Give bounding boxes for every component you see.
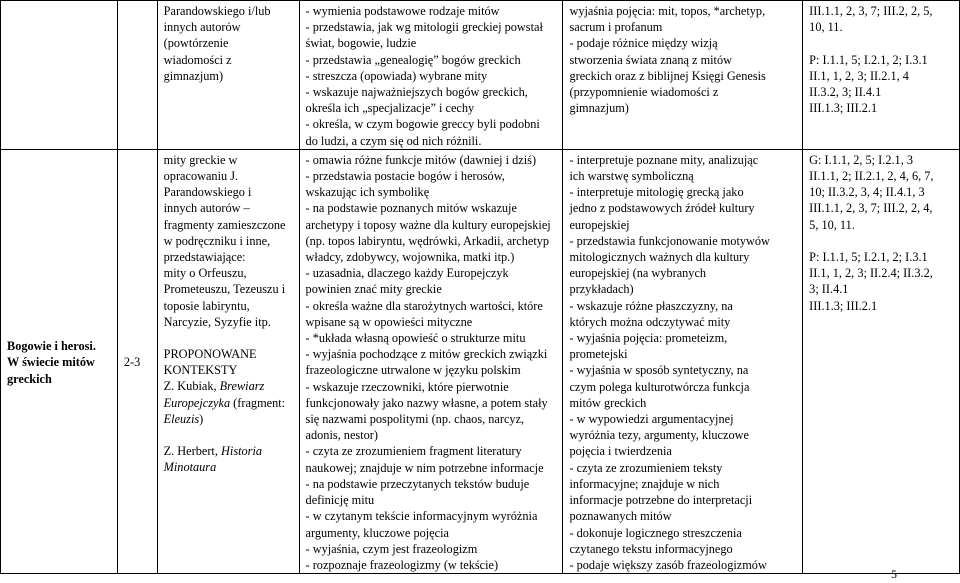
page-number: 5 (891, 567, 897, 581)
text-line: P: I.1.1, 5; I.2.1, 2; I.3.1 (809, 52, 928, 67)
text-line: frazeologiczne utrwalone w języku polskim (305, 363, 521, 378)
basic-requirements-list (306, 152, 557, 573)
text-line: informacje potrzebne do interpretacji (569, 493, 753, 508)
text-line: - rozpoznaje frazeologizmy (w tekście) (305, 557, 499, 572)
text-line: greckich (7, 371, 52, 386)
text-line: III.1.1, 2, 3, 7; III.2, 2, 5, (809, 4, 933, 18)
text-line: mity greckie w (163, 152, 238, 167)
text-line: - wyjaśnia, czym jest frazeologizm (305, 541, 478, 556)
text-line: czytanego tekstu informacyjnego (569, 541, 733, 556)
text-line: stworzenia świata znaną z mitów (569, 52, 733, 67)
text-line: mitologicznych ważnych dla kultury (569, 250, 750, 265)
text-line: pojęcia i twierdzenia (569, 444, 672, 459)
text-line: - przedstawia, jak wg mitologii greckiej powstał (305, 20, 543, 35)
topic-cell-empty (1, 1, 118, 150)
text-line: innych autorów (163, 20, 241, 35)
text-line: - wyjaśnia pojęcia: prometeizm, (569, 331, 728, 346)
core-curriculum-cell (803, 149, 960, 573)
text-line: przykładach) (569, 282, 634, 297)
text-line: (np. topos labiryntu, wędrówki, Arkadii, archetyp (305, 233, 550, 248)
text-line: europejskiej (na wybranych (569, 266, 707, 281)
text-line: 5, 10, 11. (809, 217, 855, 232)
text-line: przedstawiające: (163, 250, 246, 265)
text-line: powinien znać mity greckie (305, 282, 442, 297)
text-line: - wymienia podstawowe rodzaje mitów (305, 4, 500, 18)
text-line: III.1.1, 2, 3, 7; III.2, 2, 4, (809, 201, 933, 216)
contexts-header (164, 346, 293, 378)
text-line: wpisane są w opowieści mityczne (305, 314, 473, 329)
core-curriculum-cell (803, 1, 960, 150)
readings-list (164, 3, 293, 84)
text-line: opracowaniu J. (163, 169, 239, 184)
text-line: Eleuzis) (163, 411, 204, 426)
text-line: - podaje różnice między wizją (569, 36, 718, 51)
text-line: prometejski (569, 347, 628, 362)
text-line: Z. Kubiak, Brewiarz (163, 379, 265, 394)
text-line: III.1.3; III.2.1 (809, 298, 878, 313)
readings-cell (157, 149, 299, 573)
text-line: władcy, zdobywcy, wojownika, matki itp.) (305, 250, 515, 265)
extended-requirements-list (569, 152, 796, 573)
core-curriculum-list (809, 152, 953, 314)
extended-requirements-cell (563, 149, 803, 573)
text-line: których można odczytywać mity (569, 314, 731, 329)
text-line: II.1, 1, 2, 3; II.2.4; II.3.2, (809, 266, 933, 281)
text-line: - na podstawie przeczytanych tekstów buduje (305, 476, 530, 491)
text-line: wyróżnia tezy, argumenty, kluczowe (569, 428, 749, 443)
text-line (809, 35, 953, 51)
basic-requirements-cell (299, 149, 563, 573)
text-line: 3; II.4.1 (809, 282, 849, 297)
text-line: 10; II.3.2, 3, 4; II.4.1, 3 (809, 185, 925, 200)
text-line: - czyta ze zrozumieniem teksty (569, 460, 723, 475)
text-line: świat, bogowie, ludzie (305, 36, 417, 51)
text-line: - na podstawie poznanych mitów wskazuje (305, 201, 517, 216)
basic-requirements-list (306, 3, 557, 149)
text-line: - wyjaśnia w sposób syntetyczny, na (569, 363, 749, 378)
text-line: - interpretuje poznane mity, analizując (569, 152, 759, 167)
text-line: PROPONOWANE (163, 347, 257, 362)
text-line: Z. Herbert, Historia (163, 444, 263, 459)
text-line: - uzasadnia, dlaczego każdy Europejczyk (305, 266, 509, 281)
text-line: informacyjne; znajduje w nich (569, 476, 720, 491)
topic-title (7, 338, 111, 387)
text-line: się nazwami pospolitymi (np. chaos, narcyz, (305, 412, 525, 427)
text-line: wyjaśnia pojęcia: mit, topos, *archetyp, (569, 4, 766, 18)
text-line: - czyta ze zrozumieniem fragment literatury (305, 444, 522, 459)
hours-cell-empty (117, 1, 157, 150)
text-line: ich warstwę symboliczną (569, 169, 694, 184)
text-line: Minotaura (163, 460, 217, 475)
readings-list (164, 152, 293, 330)
readings-cell (157, 1, 299, 150)
text-line: mitów greckich (569, 395, 647, 410)
text-line: gimnazjum) (569, 101, 629, 116)
text-line: II.1.1, 2; II.2.1, 2, 4, 6, 7, (809, 169, 934, 184)
text-line: archetypy i toposy ważne dla kultury europejskiej (305, 217, 551, 232)
text-line: czym polega kulturotwórcza funkcja (569, 379, 750, 394)
text-line: - w wypowiedzi argumentacyjnej (569, 412, 734, 427)
text-line: - określa ważne dla starożytnych wartości, które (305, 298, 543, 313)
text-line: wskazując ich symbolikę (305, 185, 430, 200)
topic-cell (1, 149, 118, 573)
text-line: - dokonuje logicznego streszczenia (569, 525, 742, 540)
extended-requirements-cell (563, 1, 803, 150)
text-line: argumenty, kluczowe pojęcia (305, 525, 449, 540)
text-line: Narcyzie, Syzyfie itp. (163, 314, 271, 329)
text-line: - określa, w czym bogowie greccy byli podobni (305, 117, 540, 132)
text-line: w podręczniku i inne, (163, 233, 271, 248)
text-line: - wskazuje najważniejszych bogów greckich, (305, 85, 528, 100)
text-line: - wskazuje rzeczowniki, które pierwotnie (305, 379, 509, 394)
hours-cell (117, 149, 157, 573)
text-line: toposie labiryntu, (163, 298, 250, 313)
text-line: fragmenty zamieszczone (163, 217, 286, 232)
extended-requirements-list (569, 3, 796, 116)
text-line: mity o Orfeuszu, (163, 266, 247, 281)
text-line: II.3.2, 3; II.4.1 (809, 85, 882, 100)
context-herbert (164, 443, 293, 475)
table-row-bogowie (1, 149, 960, 573)
text-line: 10, 11. (809, 20, 843, 35)
text-line: - *układa własną opowieść o strukturze mitu (305, 331, 526, 346)
text-line: Parandowskiego i (163, 185, 252, 200)
table-row-continuation (1, 1, 960, 150)
text-line: G: I.1.1, 2, 5; I.2.1, 3 (809, 152, 914, 167)
text-line: funkcjonowały jako nazwy własne, a potem stały (305, 395, 548, 410)
text-line: definicję mitu (305, 493, 375, 508)
text-line: - streszcza (opowiada) wybrane mity (305, 68, 488, 83)
text-line: - omawia różne funkcje mitów (dawniej i dziś) (305, 152, 537, 167)
text-line: europejskiej (569, 217, 630, 232)
text-line: W świecie mitów (7, 355, 95, 370)
text-line: - wskazuje różne płaszczyzny, na (569, 298, 733, 313)
text-line: (przypomnienie wiadomości z (569, 85, 719, 100)
context-kubiak (164, 378, 293, 427)
text-line: określa ich „specjalizacje” i cechy (305, 101, 475, 116)
text-line: KONTEKSTY (163, 363, 238, 378)
text-line: Parandowskiego i/lub (163, 4, 271, 18)
text-line: P: I.1.1, 5; I.2.1, 2; I.3.1 (809, 250, 928, 265)
basic-requirements-cell (299, 1, 563, 150)
text-line: - podaje większy zasób frazeologizmów (569, 557, 767, 572)
text-line: sacrum i profanum (569, 20, 663, 35)
text-line: adonis, nestor) (305, 428, 378, 443)
text-line (809, 233, 953, 249)
text-line: wiadomości z (163, 52, 232, 67)
text-line: gimnazjum) (163, 68, 224, 83)
hours-value: 2-3 (123, 355, 141, 370)
text-line: Prometeuszu, Tezeuszu i (163, 282, 286, 297)
text-line: II.1, 1, 2, 3; II.2.1, 4 (809, 68, 909, 83)
text-line: Europejczyka (fragment: (163, 395, 286, 410)
text-line: innych autorów – (163, 201, 250, 216)
text-line: - przedstawia funkcjonowanie motywów (569, 233, 770, 248)
text-line: Bogowie i herosi. (7, 339, 96, 354)
core-curriculum-list (809, 3, 953, 116)
text-line: do ludzi, a czym się od nich różnili. (305, 133, 482, 148)
text-line: III.1.3; III.2.1 (809, 101, 878, 116)
text-line: - wyjaśnia pochodzące z mitów greckich związki (305, 347, 548, 362)
text-line: poznawanych mitów (569, 509, 672, 524)
text-line: - przedstawia „genealogię” bogów greckich (305, 52, 521, 67)
text-line: - w czytanym tekście informacyjnym wyróżnia (305, 509, 538, 524)
text-line: (powtórzenie (163, 36, 229, 51)
text-line: - przedstawia postacie bogów i herosów, (305, 169, 505, 184)
text-line: - interpretuje mitologię grecką jako (569, 185, 744, 200)
text-line: jedno z podstawowych źródeł kultury (569, 201, 755, 216)
text-line: naukowej; znajduje w nim potrzebne informacje (305, 460, 544, 475)
text-line: greckich oraz z biblijnej Księgi Genesis (569, 68, 766, 83)
